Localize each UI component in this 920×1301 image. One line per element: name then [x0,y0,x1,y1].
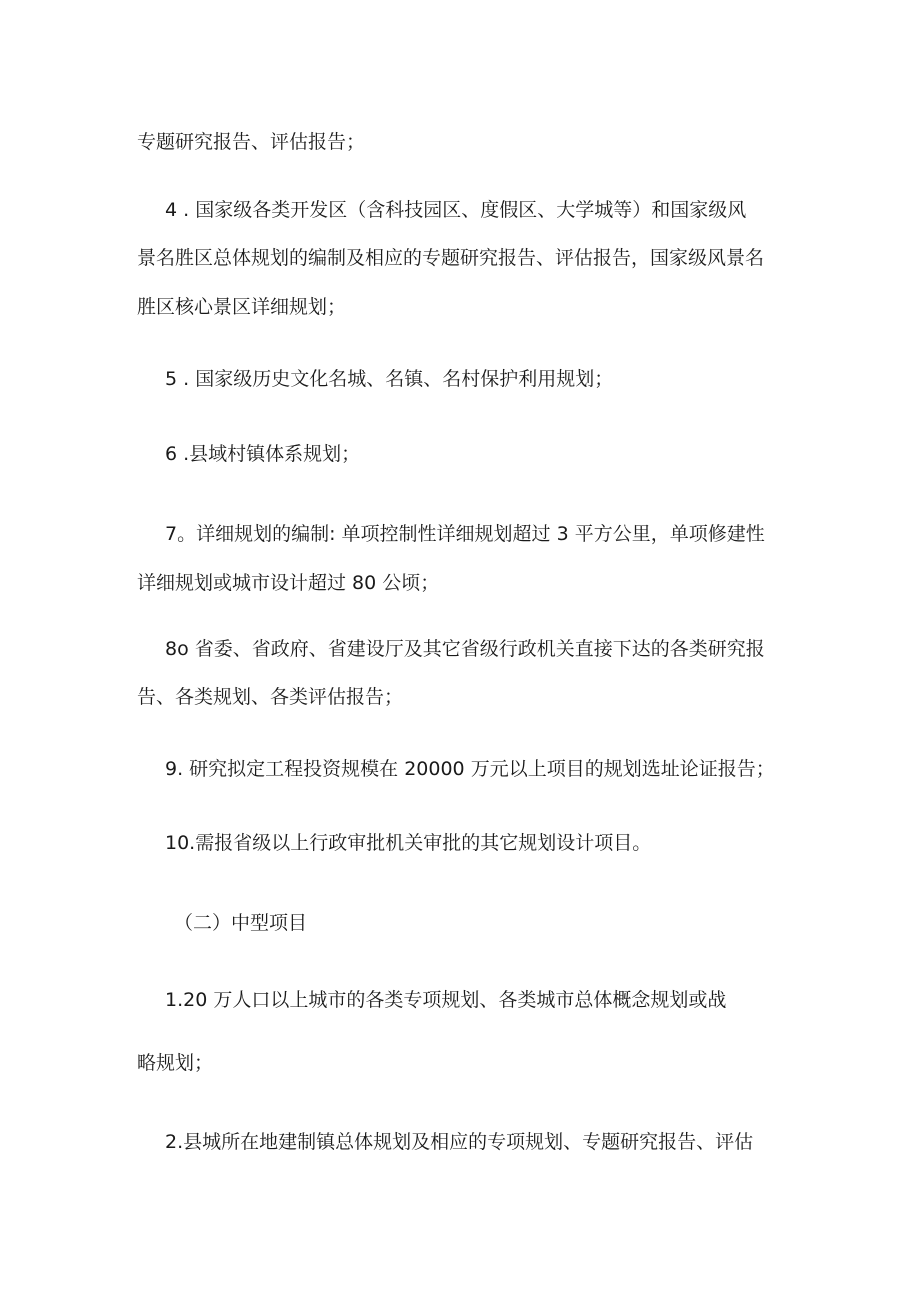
list-item-8-line-2: 告、各类规划、各类评估报告； [137,686,404,708]
list-item-4-line-3: 胜区核心景区详细规划； [137,296,347,318]
list-item-10: 10.需报省级以上行政审批机关审批的其它规划设计项目。 [165,832,652,854]
list-item-7-line-2: 详细规划或城市设计超过 80 公顷； [137,572,440,594]
list-item-9: 9. 研究拟定工程投资规模在 20000 万元以上项目的规划选址论证报告； [165,758,775,780]
section-heading: （二）中型项目 [174,912,308,934]
list-item-6: 6 .县域村镇体系规划； [165,443,361,465]
list-item-4-line-2: 景名胜区总体规划的编制及相应的专题研究报告、评估报告，国家级风景名 [137,247,765,269]
list-item-4-line-1: 4 . 国家级各类开发区（含科技园区、度假区、大学城等）和国家级风 [165,199,747,221]
medium-item-1-line-2: 略规划； [137,1052,214,1074]
list-item-8-line-1: 8o 省委、省政府、省建设厅及其它省级行政机关直接下达的各类研究报 [165,638,765,660]
medium-item-1-line-1: 1.20 万人口以上城市的各类专项规划、各类城市总体概念规划或战 [165,989,727,1011]
medium-item-2-line-1: 2.县城所在地建制镇总体规划及相应的专项规划、专题研究报告、评估 [165,1131,754,1153]
list-item-5: 5 . 国家级历史文化名城、名镇、名村保护利用规划； [165,368,614,390]
list-item-7-line-1: 7。详细规划的编制: 单项控制性详细规划超过 3 平方公里，单项修建性 [165,523,765,545]
text-line-1: 专题研究报告、评估报告； [137,131,366,153]
